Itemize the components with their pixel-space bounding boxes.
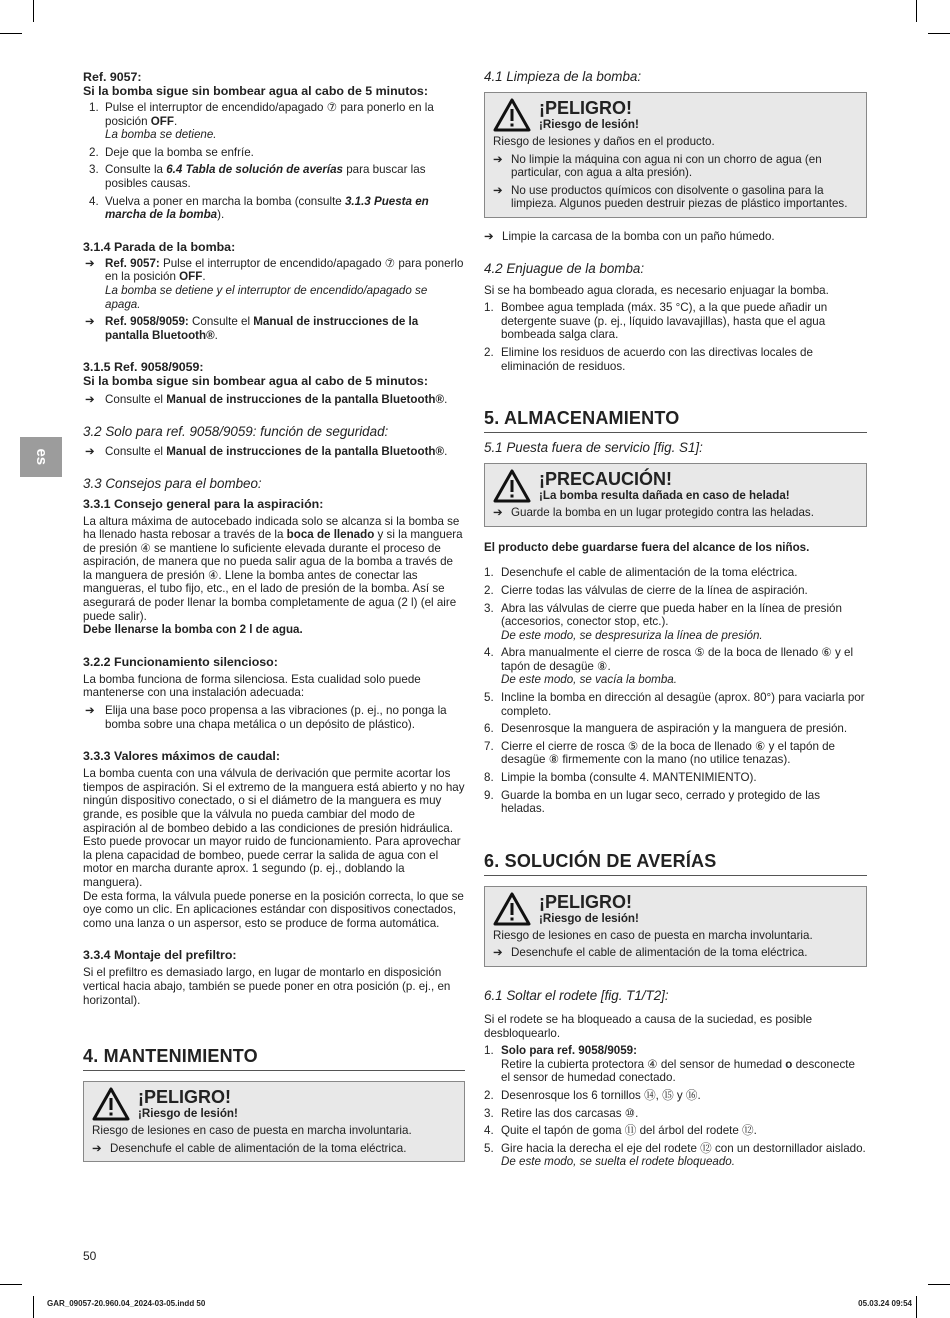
crop-mark	[33, 0, 34, 22]
paragraph: Si se ha bombeado agua clorada, es necesario enjuagar la bomba.	[484, 283, 829, 297]
section-heading: 3.1.5 Ref. 9058/9059:	[83, 360, 204, 375]
list-item: ➔ No limpie la máquina con agua ni con un chorro de agua (en particular, con agua a alta presión).	[493, 152, 822, 180]
section-heading: 4.1 Limpieza de la bomba:	[484, 69, 642, 84]
list-item: 3. Abra las válvulas de cierre que pueda haber en la línea de presión (accesorios, conector stop, etc.). De este modo, se despresuriza la línea de presión.	[484, 601, 842, 642]
steps-list	[484, 301, 867, 373]
steps-list	[484, 566, 867, 816]
arrow-list	[484, 230, 867, 244]
ref9057-title: Ref. 9057:	[83, 70, 142, 84]
list-item: 1. Bombee agua templada (máx. 35 °C), a la que puede añadir un detergente suave (p. ej., líquido lavavajillas), hasta que el agua bombeada salga clara.	[484, 301, 828, 342]
paragraph: De esta forma, la válvula puede ponerse en la posición correcta, lo que se oye como un clic. En aplicaciones estándar con dispositivos conectados, como una lanza o un aspersor, esto se produce de forma automática.	[83, 889, 464, 930]
list-item: 2. Deje que la bomba se enfríe.	[89, 145, 254, 159]
list-item: 8. Limpie la bomba (consulte 4. MANTENIMIENTO).	[484, 771, 757, 785]
list-item: ➔ Desenchufe el cable de alimentación de la toma eléctrica.	[92, 1141, 407, 1155]
box-subtitle: ¡Riesgo de lesión!	[539, 118, 639, 132]
list-item: ➔ No use productos químicos con disolvente o gasolina para la limpieza. Algunos pueden destruir piezas de plástico importantes.	[493, 183, 848, 211]
list-item: 4. Vuelva a poner en marcha la bomba (consulte 3.1.3 Puesta en marcha de la bomba).	[89, 194, 429, 222]
list-item: ➔ Guarde la bomba en un lugar protegido contra las heladas.	[493, 506, 814, 520]
crop-mark	[33, 1296, 34, 1318]
box-title: ¡PRECAUCIÓN!	[539, 469, 672, 490]
danger-box	[484, 886, 867, 967]
arrow-list	[493, 153, 858, 211]
right-column	[484, 70, 867, 1173]
danger-box	[484, 92, 867, 218]
arrow-list	[92, 1142, 456, 1156]
list-item: 3. Retire las dos carcasas ⑩.	[484, 1106, 639, 1120]
list-item: ➔ Ref. 9057: Pulse el interruptor de encendido/apagado ⑦ para ponerlo en la posición OFF. La bomba se detiene y el interruptor de encendido/apagado se apaga.	[85, 256, 464, 311]
arrow-list	[493, 506, 858, 520]
box-text: Riesgo de lesiones en caso de puesta en marcha involuntaria.	[92, 1124, 412, 1138]
crop-mark	[916, 0, 917, 22]
section-heading: 3.3.4 Montaje del prefiltro:	[83, 948, 237, 963]
list-item: 7. Cierre el cierre de rosca ⑤ de la boca de llenado ⑥ y el tapón de desagüe ⑧ firmemente con la mano (no utilice tenazas).	[484, 739, 836, 767]
box-title: ¡PELIGRO!	[138, 1087, 231, 1108]
crop-mark	[928, 33, 950, 34]
list-item: 5. Incline la bomba en dirección al desagüe (aprox. 80°) para vaciarla por completo.	[484, 691, 865, 718]
ref9057-subtitle: Si la bomba sigue sin bombear agua al cabo de 5 minutos:	[83, 84, 428, 98]
list-item: ➔ Limpie la carcasa de la bomba con un paño húmedo.	[484, 229, 775, 243]
paragraph: Si el rodete se ha bloqueado a causa de la suciedad, es posible desbloquearlo.	[484, 1013, 813, 1040]
box-subtitle: ¡Riesgo de lesión!	[539, 912, 639, 926]
caution-box	[484, 463, 867, 527]
section-subheading: Si la bomba sigue sin bombear agua al cabo de 5 minutos:	[83, 374, 428, 389]
crop-mark	[0, 1284, 22, 1285]
warning-icon	[493, 892, 531, 926]
language-tab	[20, 437, 62, 477]
box-text: Riesgo de lesiones y daños en el producto.	[493, 135, 715, 148]
arrow-list	[83, 445, 465, 459]
footer-date: 05.03.24 09:54	[858, 1299, 912, 1308]
list-item: 2. Cierre todas las válvulas de cierre de la línea de aspiración.	[484, 583, 808, 597]
warning-icon	[92, 1087, 130, 1121]
paragraph: Si el prefiltro es demasiado largo, en lugar de montarlo en disposición vertical hacia abajo, también se puede poner en otra posición (p. ej., en horizontal).	[83, 966, 451, 1007]
box-text: Riesgo de lesiones en caso de puesta en marcha involuntaria.	[493, 928, 813, 942]
section-heading: 5.1 Puesta fuera de servicio [fig. S1]:	[484, 440, 703, 456]
section-heading: 3.2.2 Funcionamiento silencioso:	[83, 654, 278, 669]
box-subtitle: ¡Riesgo de lesión!	[138, 1107, 238, 1121]
section-heading: 3.3.3 Valores máximos de caudal:	[83, 749, 280, 764]
paragraph: La bomba cuenta con una válvula de derivación que permite acortar los tiempos de aspiración. Si el extremo de la manguera está abierto y no hay ningún dispositivo conectado, o si el diámetro de la manguera es muy grande, es posible que la válvula no pueda cambiar del modo de aspiración al de bombeo debido a las condiciones de presión hidráulica. Esto puede provocar un mayor ruido de funcionamiento. Para aprovechar la plena capacidad de bombeo, puede cerrar la salida de agua con el motor en marcha durante aprox. 1 segundo (p. ej., doblando la manguera).	[83, 767, 465, 889]
warning-icon	[493, 469, 531, 503]
warning-icon	[493, 98, 531, 132]
paragraph: La altura máxima de autocebado indicada solo se alcanza si la bomba se ha llenado hasta rebosar a través de la boca de llenado y si la manguera de presión ④ se mantiene lo suficiente elevada durante el proceso de aspiración, de manera que no pueda salir agua de la bomba a través de la manguera de presión ④. Llene la bomba antes de conectar las mangueras, el tubo fijo, etc., en el lado de presión de la bomba. Así se asegurará de poder llenar la bomba completamente de agua (2 l) (el aire puede salir). Debe llenarse la bomba con 2 l de agua.	[83, 514, 463, 637]
paragraph: El producto debe guardarse fuera del alcance de los niños.	[484, 540, 810, 554]
language-tab-label: es	[32, 448, 50, 466]
box-title: ¡PELIGRO!	[539, 892, 632, 913]
arrow-list	[493, 946, 858, 960]
chapter-heading: 6. SOLUCIÓN DE AVERÍAS	[484, 850, 867, 876]
section-heading: 6.1 Soltar el rodete [fig. T1/T2]:	[484, 988, 669, 1003]
crop-mark	[0, 33, 22, 34]
list-item: ➔ Ref. 9058/9059: Consulte el Manual de instrucciones de la pantalla Bluetooth®.	[85, 315, 419, 342]
list-item: 9. Guarde la bomba en un lugar seco, cerrado y protegido de las heladas.	[484, 788, 821, 816]
list-item: ➔ Elija una base poco propensa a las vibraciones (p. ej., no ponga la bomba sobre una chapa metálica o un depósito de plástico).	[85, 704, 447, 731]
footer-file: GAR_09057-20.960.04_2024-03-05.indd 50	[47, 1299, 206, 1308]
left-column	[83, 70, 465, 1162]
chapter-heading: 5. ALMACENAMIENTO	[484, 407, 867, 433]
list-item: 2. Desenrosque los 6 tornillos ⑭, ⑮ y ⑯.	[484, 1088, 701, 1102]
section-heading: 3.3 Consejos para el bombeo:	[83, 475, 262, 491]
section-heading: 3.3.1 Consejo general para la aspiración:	[83, 496, 324, 511]
paragraph: La bomba funciona de forma silenciosa. Esta cualidad solo puede mantenerse con una instalación adecuada:	[83, 672, 421, 700]
arrow-list	[83, 704, 465, 731]
steps-list	[83, 101, 465, 222]
page-number: 50	[83, 1249, 97, 1263]
box-subtitle: ¡La bomba resulta dañada en caso de helada!	[539, 489, 790, 503]
arrow-list	[83, 393, 465, 407]
section-heading: 3.2 Solo para ref. 9058/9059: función de seguridad:	[83, 423, 389, 439]
arrow-list	[83, 257, 465, 343]
list-item: 4. Quite el tapón de goma ⑪ del árbol del rodete ⑫.	[484, 1124, 757, 1138]
box-title: ¡PELIGRO!	[539, 98, 632, 119]
section-heading: 3.1.4 Parada de la bomba:	[83, 239, 236, 254]
danger-box	[83, 1081, 465, 1162]
crop-mark	[916, 1296, 917, 1318]
list-item: 1. Pulse el interruptor de encendido/apagado ⑦ para ponerlo en la posición OFF. La bomba se detiene.	[89, 101, 434, 142]
steps-list	[484, 1044, 867, 1169]
list-item: ➔ Consulte el Manual de instrucciones de la pantalla Bluetooth®.	[85, 444, 448, 458]
list-item: 3. Consulte la 6.4 Tabla de solución de averías para buscar las posibles causas.	[89, 163, 426, 190]
list-item: 6. Desenrosque la manguera de aspiración y la manguera de presión.	[484, 722, 848, 736]
list-item: ➔ Desenchufe el cable de alimentación de la toma eléctrica.	[493, 946, 808, 960]
list-item: 1. Desenchufe el cable de alimentación de la toma eléctrica.	[484, 566, 798, 580]
chapter-heading: 4. MANTENIMIENTO	[83, 1045, 465, 1071]
list-item: 1. Solo para ref. 9058/9059: Retire la cubierta protectora ④ del sensor de humedad o desconecte el sensor de humedad conectado.	[484, 1044, 855, 1085]
crop-mark	[928, 1284, 950, 1285]
list-item: ➔ Consulte el Manual de instrucciones de la pantalla Bluetooth®.	[85, 393, 448, 407]
list-item: 2. Elimine los residuos de acuerdo con las directivas locales de eliminación de residuos.	[484, 345, 813, 373]
section-heading: 4.2 Enjuague de la bomba:	[484, 260, 645, 276]
list-item: 4. Abra manualmente el cierre de rosca ⑤ de la boca de llenado ⑥ y el tapón de desagüe ⑧. De este modo, se vacía la bomba.	[484, 646, 854, 687]
list-item: 5. Gire hacia la derecha el eje del rodete ⑫ con un destornillador aislado. De este modo, se suelta el rodete bloqueado.	[484, 1141, 866, 1169]
